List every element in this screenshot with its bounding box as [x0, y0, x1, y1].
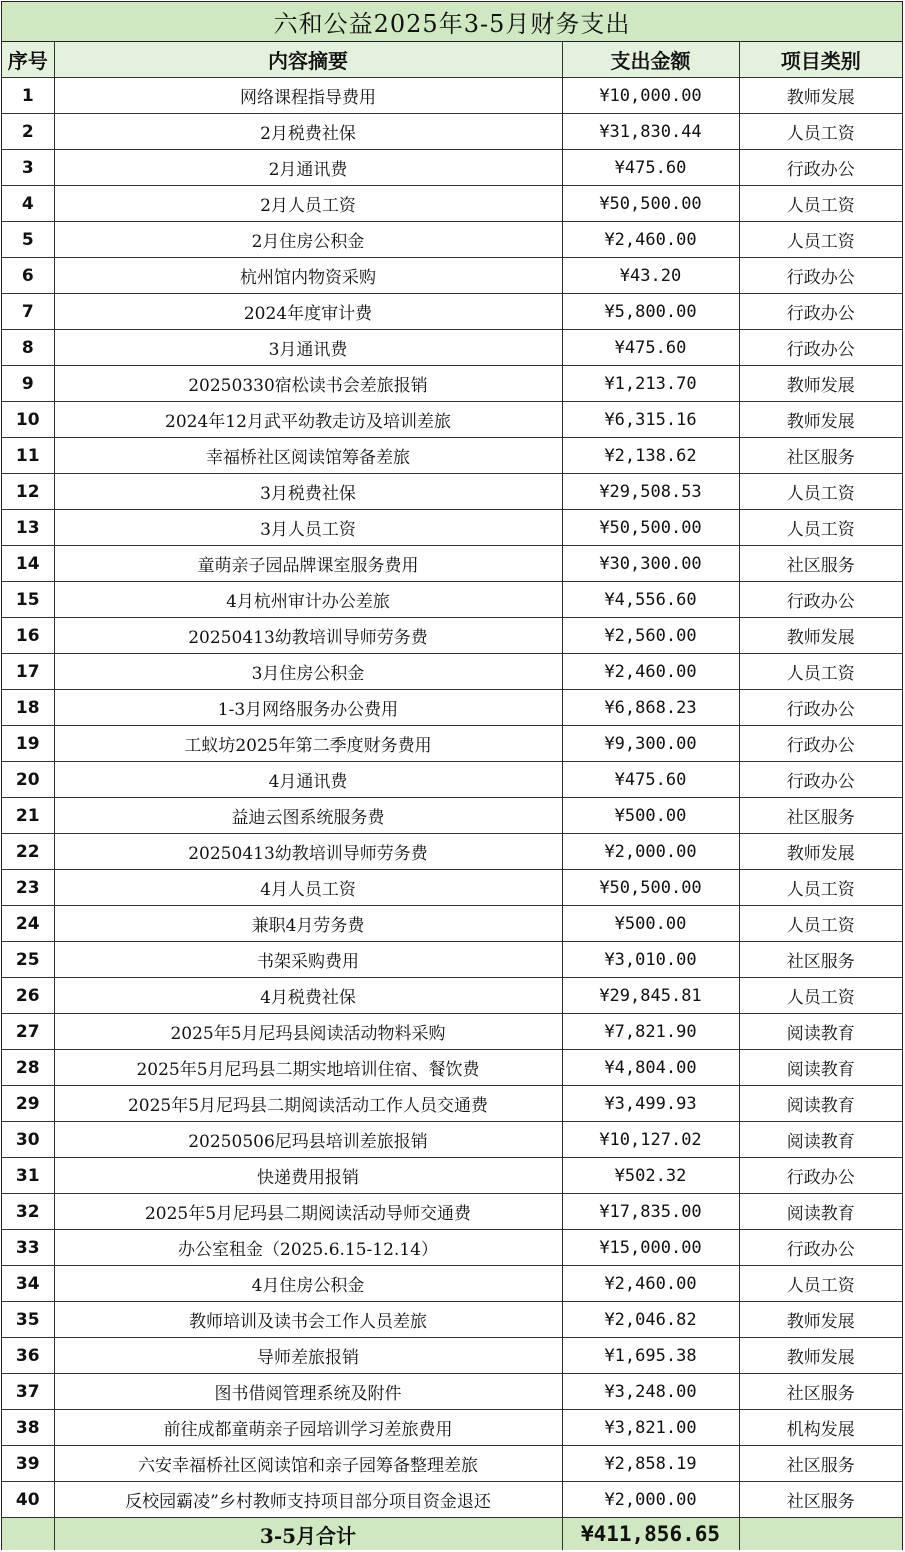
row-summary: 2024年12月武平幼教走访及培训差旅 [54, 402, 562, 438]
row-index: 16 [2, 618, 54, 654]
total-index-cell [2, 1518, 54, 1551]
table-row [2, 834, 902, 870]
row-index: 36 [2, 1338, 54, 1374]
row-amount: ¥2,560.00 [562, 618, 739, 654]
row-category: 社区服务 [739, 942, 902, 978]
row-category: 人员工资 [739, 906, 902, 942]
row-amount: ¥4,804.00 [562, 1050, 739, 1086]
row-amount: ¥7,821.90 [562, 1014, 739, 1050]
table-row [2, 114, 902, 150]
row-amount: ¥10,000.00 [562, 78, 739, 114]
row-category: 教师发展 [739, 1338, 902, 1374]
table-row [2, 546, 902, 582]
row-amount: ¥30,300.00 [562, 546, 739, 582]
row-summary: 2025年5月尼玛县二期阅读活动导师交通费 [54, 1194, 562, 1230]
table-row [2, 1050, 902, 1086]
row-index: 29 [2, 1086, 54, 1122]
row-amount: ¥3,248.00 [562, 1374, 739, 1410]
table-row [2, 294, 902, 330]
row-category: 教师发展 [739, 834, 902, 870]
row-summary: 2025年5月尼玛县二期阅读活动工作人员交通费 [54, 1086, 562, 1122]
row-index: 13 [2, 510, 54, 546]
row-category: 教师发展 [739, 366, 902, 402]
row-summary: 20250330宿松读书会差旅报销 [54, 366, 562, 402]
table-row [2, 582, 902, 618]
row-summary: 前往成都童萌亲子园培训学习差旅费用 [54, 1410, 562, 1446]
row-summary: 六安幸福桥社区阅读馆和亲子园筹备整理差旅 [54, 1446, 562, 1482]
row-category: 行政办公 [739, 294, 902, 330]
table-row [2, 906, 902, 942]
row-summary: 4月税费社保 [54, 978, 562, 1014]
row-category: 行政办公 [739, 1158, 902, 1194]
row-category: 人员工资 [739, 222, 902, 258]
row-amount: ¥4,556.60 [562, 582, 739, 618]
row-category: 行政办公 [739, 582, 902, 618]
row-index: 14 [2, 546, 54, 582]
row-amount: ¥2,046.82 [562, 1302, 739, 1338]
table-row [2, 726, 902, 762]
row-category: 人员工资 [739, 870, 902, 906]
row-category: 阅读教育 [739, 1050, 902, 1086]
row-amount: ¥29,508.53 [562, 474, 739, 510]
row-category: 教师发展 [739, 78, 902, 114]
table-row [2, 510, 902, 546]
column-header-row [2, 42, 902, 78]
row-index: 23 [2, 870, 54, 906]
table-row [2, 222, 902, 258]
sheet-title: 六和公益2025年3-5月财务支出 [2, 2, 902, 42]
table-row [2, 870, 902, 906]
row-summary: 教师培训及读书会工作人员差旅 [54, 1302, 562, 1338]
table-row [2, 978, 902, 1014]
row-index: 25 [2, 942, 54, 978]
row-category: 社区服务 [739, 1446, 902, 1482]
row-summary: 2月人员工资 [54, 186, 562, 222]
row-category: 阅读教育 [739, 1122, 902, 1158]
row-amount: ¥29,845.81 [562, 978, 739, 1014]
row-category: 人员工资 [739, 186, 902, 222]
row-summary: 工蚁坊2025年第二季度财务费用 [54, 726, 562, 762]
column-header-summary: 内容摘要 [54, 42, 562, 78]
row-summary: 20250413幼教培训导师劳务费 [54, 834, 562, 870]
row-amount: ¥50,500.00 [562, 186, 739, 222]
row-amount: ¥475.60 [562, 150, 739, 186]
column-header-category: 项目类别 [739, 42, 902, 78]
row-summary: 20250506尼玛县培训差旅报销 [54, 1122, 562, 1158]
row-index: 9 [2, 366, 54, 402]
table-row [2, 1338, 902, 1374]
table-row [2, 654, 902, 690]
row-amount: ¥6,315.16 [562, 402, 739, 438]
row-index: 10 [2, 402, 54, 438]
row-index: 21 [2, 798, 54, 834]
table-row [2, 1086, 902, 1122]
row-summary: 童萌亲子园品牌课室服务费用 [54, 546, 562, 582]
table-row [2, 1266, 902, 1302]
table-row [2, 366, 902, 402]
row-index: 32 [2, 1194, 54, 1230]
table-row [2, 1122, 902, 1158]
table-row [2, 1230, 902, 1266]
row-summary: 反校园霸凌”乡村教师支持项目部分项目资金退还 [54, 1482, 562, 1518]
row-summary: 3月人员工资 [54, 510, 562, 546]
row-summary: 2月通讯费 [54, 150, 562, 186]
row-summary: 4月住房公积金 [54, 1266, 562, 1302]
expense-rows [2, 78, 902, 1518]
row-index: 27 [2, 1014, 54, 1050]
finance-sheet [1, 1, 903, 1550]
total-category-cell [739, 1518, 902, 1551]
row-category: 阅读教育 [739, 1086, 902, 1122]
table-row [2, 1302, 902, 1338]
row-category: 阅读教育 [739, 1194, 902, 1230]
table-row [2, 438, 902, 474]
row-amount: ¥2,460.00 [562, 222, 739, 258]
row-summary: 书架采购费用 [54, 942, 562, 978]
table-row [2, 1374, 902, 1410]
row-summary: 2月税费社保 [54, 114, 562, 150]
row-category: 社区服务 [739, 1482, 902, 1518]
row-amount: ¥2,460.00 [562, 1266, 739, 1302]
row-index: 15 [2, 582, 54, 618]
row-category: 行政办公 [739, 690, 902, 726]
row-category: 社区服务 [739, 438, 902, 474]
row-category: 社区服务 [739, 798, 902, 834]
row-amount: ¥50,500.00 [562, 870, 739, 906]
column-header-index: 序号 [2, 42, 54, 78]
row-index: 17 [2, 654, 54, 690]
row-index: 35 [2, 1302, 54, 1338]
row-amount: ¥9,300.00 [562, 726, 739, 762]
row-category: 人员工资 [739, 1266, 902, 1302]
table-row [2, 150, 902, 186]
row-category: 行政办公 [739, 1230, 902, 1266]
row-summary: 网络课程指导费用 [54, 78, 562, 114]
row-category: 人员工资 [739, 510, 902, 546]
row-amount: ¥6,868.23 [562, 690, 739, 726]
row-amount: ¥31,830.44 [562, 114, 739, 150]
row-amount: ¥500.00 [562, 906, 739, 942]
table-row [2, 1158, 902, 1194]
row-category: 社区服务 [739, 546, 902, 582]
row-index: 39 [2, 1446, 54, 1482]
table-row [2, 1410, 902, 1446]
row-index: 20 [2, 762, 54, 798]
row-category: 人员工资 [739, 114, 902, 150]
row-index: 2 [2, 114, 54, 150]
row-category: 机构发展 [739, 1410, 902, 1446]
row-amount: ¥43.20 [562, 258, 739, 294]
row-category: 行政办公 [739, 726, 902, 762]
table-row [2, 1194, 902, 1230]
row-index: 12 [2, 474, 54, 510]
row-index: 24 [2, 906, 54, 942]
row-amount: ¥1,695.38 [562, 1338, 739, 1374]
table-row [2, 186, 902, 222]
row-amount: ¥3,499.93 [562, 1086, 739, 1122]
row-category: 阅读教育 [739, 1014, 902, 1050]
row-summary: 2024年度审计费 [54, 294, 562, 330]
row-index: 19 [2, 726, 54, 762]
row-summary: 4月杭州审计办公差旅 [54, 582, 562, 618]
column-header-amount: 支出金额 [562, 42, 739, 78]
row-category: 教师发展 [739, 402, 902, 438]
row-index: 11 [2, 438, 54, 474]
row-summary: 导师差旅报销 [54, 1338, 562, 1374]
row-index: 30 [2, 1122, 54, 1158]
row-amount: ¥5,800.00 [562, 294, 739, 330]
row-summary: 1-3月网络服务办公费用 [54, 690, 562, 726]
row-index: 8 [2, 330, 54, 366]
row-summary: 2025年5月尼玛县阅读活动物料采购 [54, 1014, 562, 1050]
table-row [2, 798, 902, 834]
row-amount: ¥17,835.00 [562, 1194, 739, 1230]
row-summary: 图书借阅管理系统及附件 [54, 1374, 562, 1410]
row-summary: 4月人员工资 [54, 870, 562, 906]
row-category: 行政办公 [739, 258, 902, 294]
table-row [2, 1446, 902, 1482]
table-row [2, 258, 902, 294]
expense-table [2, 42, 902, 1550]
row-category: 人员工资 [739, 654, 902, 690]
table-row [2, 78, 902, 114]
row-summary: 2月住房公积金 [54, 222, 562, 258]
row-amount: ¥2,138.62 [562, 438, 739, 474]
row-amount: ¥475.60 [562, 330, 739, 366]
row-amount: ¥1,213.70 [562, 366, 739, 402]
row-index: 1 [2, 78, 54, 114]
table-row [2, 402, 902, 438]
row-category: 教师发展 [739, 1302, 902, 1338]
row-category: 行政办公 [739, 330, 902, 366]
table-row [2, 618, 902, 654]
row-index: 26 [2, 978, 54, 1014]
total-amount: ¥411,856.65 [562, 1518, 739, 1551]
row-summary: 益迪云图系统服务费 [54, 798, 562, 834]
row-summary: 3月通讯费 [54, 330, 562, 366]
row-index: 5 [2, 222, 54, 258]
row-category: 行政办公 [739, 762, 902, 798]
row-index: 4 [2, 186, 54, 222]
row-summary: 杭州馆内物资采购 [54, 258, 562, 294]
table-row [2, 690, 902, 726]
row-summary: 快递费用报销 [54, 1158, 562, 1194]
row-index: 3 [2, 150, 54, 186]
row-summary: 3月住房公积金 [54, 654, 562, 690]
row-index: 40 [2, 1482, 54, 1518]
row-category: 社区服务 [739, 1374, 902, 1410]
row-amount: ¥502.32 [562, 1158, 739, 1194]
row-index: 28 [2, 1050, 54, 1086]
table-row [2, 762, 902, 798]
table-row [2, 330, 902, 366]
row-index: 22 [2, 834, 54, 870]
row-summary: 幸福桥社区阅读馆筹备差旅 [54, 438, 562, 474]
row-amount: ¥50,500.00 [562, 510, 739, 546]
row-index: 38 [2, 1410, 54, 1446]
row-summary: 2025年5月尼玛县二期实地培训住宿、餐饮费 [54, 1050, 562, 1086]
row-summary: 4月通讯费 [54, 762, 562, 798]
row-index: 6 [2, 258, 54, 294]
row-summary: 20250413幼教培训导师劳务费 [54, 618, 562, 654]
total-label: 3-5月合计 [54, 1518, 562, 1551]
row-amount: ¥2,858.19 [562, 1446, 739, 1482]
row-amount: ¥2,000.00 [562, 834, 739, 870]
row-amount: ¥500.00 [562, 798, 739, 834]
row-index: 31 [2, 1158, 54, 1194]
row-amount: ¥475.60 [562, 762, 739, 798]
row-amount: ¥3,010.00 [562, 942, 739, 978]
row-category: 教师发展 [739, 618, 902, 654]
row-index: 7 [2, 294, 54, 330]
row-amount: ¥3,821.00 [562, 1410, 739, 1446]
table-row [2, 942, 902, 978]
table-row [2, 474, 902, 510]
row-index: 37 [2, 1374, 54, 1410]
row-amount: ¥15,000.00 [562, 1230, 739, 1266]
row-category: 行政办公 [739, 150, 902, 186]
row-index: 18 [2, 690, 54, 726]
row-index: 34 [2, 1266, 54, 1302]
row-amount: ¥2,000.00 [562, 1482, 739, 1518]
table-row [2, 1482, 902, 1518]
total-row [2, 1518, 902, 1551]
row-summary: 办公室租金（2025.6.15-12.14） [54, 1230, 562, 1266]
row-summary: 兼职4月劳务费 [54, 906, 562, 942]
row-category: 人员工资 [739, 474, 902, 510]
row-summary: 3月税费社保 [54, 474, 562, 510]
row-amount: ¥10,127.02 [562, 1122, 739, 1158]
row-amount: ¥2,460.00 [562, 654, 739, 690]
row-index: 33 [2, 1230, 54, 1266]
table-row [2, 1014, 902, 1050]
row-category: 人员工资 [739, 978, 902, 1014]
